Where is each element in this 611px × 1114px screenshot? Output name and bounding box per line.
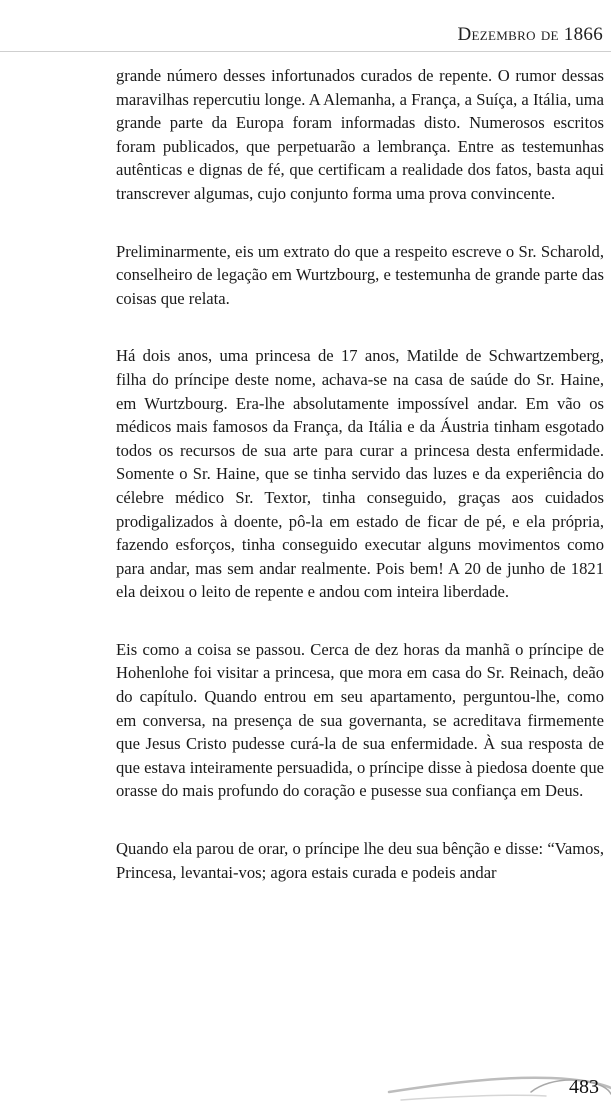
paragraph-2: Preliminarmente, eis um extrato do que a respeito escreve o Sr. Scharold, conselheiro de legação em Wurtzbourg, e testemunha de grande parte das coisas que relata.	[116, 241, 604, 308]
running-header-title: Dezembro de 1866	[457, 24, 603, 45]
paragraph-1: grande número desses infortunados curados de repente. O rumor dessas maravilhas repercutiu longe. A Alemanha, a França, a Suíça, a Itália, uma grande parte da Europa foram informadas disto. Numerosos escritos foram publicados, que perpetuarão a lembrança. Entre as testemunhas autênticas e dignas de fé, que certificam a realidade dos fatos, basta aqui transcrever algumas, cujo conjunto forma uma prova convincente.	[116, 66, 604, 203]
header-divider	[0, 51, 611, 52]
paragraph-5: Quando ela parou de orar, o príncipe lhe deu sua bênção e disse: “Vamos, Princesa, levantai-vos; agora estais curada e podeis andar	[116, 839, 604, 882]
paragraph-3: Há dois anos, uma princesa de 17 anos, Matilde de Schwartzemberg, filha do príncipe deste nome, achava-se na casa de saúde do Sr. Haine, em Wurtzbourg. Era-lhe absolutamente impossível andar. Em vão os médicos mais famosos da França, da Itália e da Áustria tinham esgotado todos os recursos de sua arte para curar a princesa desta enfermidade. Somente o Sr. Haine, que se tinha servido das luzes e da experiência do célebre médico Sr. Textor, tinha conseguido, graças aos cuidados prodigalizados à doente, pô-la em estado de ficar de pé, e ela própria, fazendo esforços, tinha conseguido executar alguns movimentos como para andar, mas sem andar realmente. Pois bem! A 20 de junho de 1821 ela deixou o leito de repente e andou com inteira liberdade.	[116, 346, 604, 602]
body-text	[116, 64, 604, 918]
paragraph-4: Eis como a coisa se passou. Cerca de dez horas da manhã o príncipe de Hohenlohe foi visitar a princesa, que mora em casa do Sr. Reinach, deão do capítulo. Quando entrou em seu apartamento, perguntou-lhe, como em conversa, na presença de sua governanta, se acreditava firmemente que Jesus Cristo pudesse curá-la de sua enfermidade. À sua resposta de que estava inteiramente persuadida, o príncipe disse à piedosa doente que orasse do mais profundo do coração e pusesse sua confiança em Deus.	[116, 639, 604, 801]
page-number: 483	[569, 1076, 599, 1098]
page-footer	[381, 1054, 611, 1114]
